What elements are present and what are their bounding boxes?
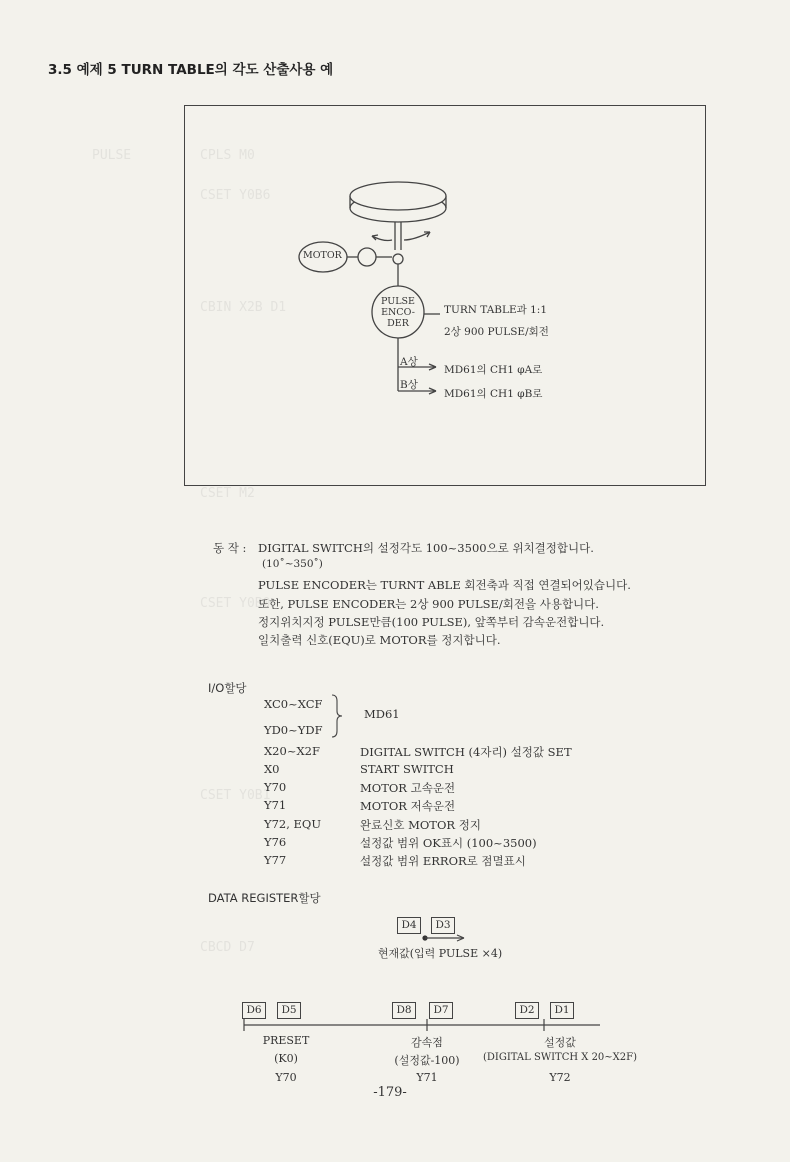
phase-b-output: MD61의 CH1 φB로: [444, 388, 543, 400]
operation-line: (10˚~350˚): [262, 558, 323, 570]
current-value-label: 현재값(입력 PULSE ×4): [377, 947, 503, 960]
io-addr: X0: [264, 762, 280, 776]
decel-value: (설정값-100): [394, 1054, 460, 1067]
register-box: D4: [397, 917, 421, 934]
io-bracket-label: MD61: [364, 707, 400, 721]
phase-a-label: A상: [400, 356, 418, 368]
motor-label: MOTOR: [303, 250, 342, 261]
io-desc: 완료신호 MOTOR 정지: [360, 818, 481, 832]
preset-value: (K0): [274, 1052, 298, 1065]
io-addr: Y77: [264, 853, 287, 867]
io-addr: Y70: [264, 780, 287, 794]
operation-line: 일치출력 신호(EQU)로 MOTOR를 정지합니다.: [258, 633, 501, 647]
encoder-line: PULSE: [381, 296, 415, 307]
io-desc: MOTOR 저속운전: [360, 799, 456, 813]
preset-label: PRESET: [262, 1034, 310, 1047]
io-desc: START SWITCH: [360, 762, 454, 776]
encoder-note-pulse: 2상 900 PULSE/회전: [444, 326, 549, 338]
register-box: D8: [392, 1002, 416, 1019]
set-label: 설정값: [544, 1036, 576, 1049]
io-desc: 설정값 범위 OK표시 (100~3500): [360, 836, 537, 850]
phase-b-label: B상: [400, 379, 418, 391]
register-box: D7: [429, 1002, 453, 1019]
io-desc: 설정값 범위 ERROR로 점멸표시: [360, 854, 526, 868]
io-addr: Y72, EQU: [264, 817, 322, 831]
data-register-title: DATA REGISTER할당: [208, 891, 321, 905]
register-box: D5: [277, 1002, 301, 1019]
operation-line: 또한, PULSE ENCODER는 2상 900 PULSE/회전을 사용합니다.: [258, 597, 599, 611]
page-number: -179-: [373, 1085, 407, 1100]
decel-output: Y71: [416, 1071, 438, 1084]
io-title: I/O할당: [208, 681, 247, 695]
register-box: D1: [550, 1002, 574, 1019]
operation-label: 동 작 :: [213, 541, 247, 555]
io-desc: MOTOR 고속운전: [360, 781, 456, 795]
register-box: D2: [515, 1002, 539, 1019]
page-heading: 3.5 예제 5 TURN TABLE의 각도 산출사용 예: [48, 62, 334, 78]
set-value: (DIGITAL SWITCH X 20~X2F): [483, 1052, 637, 1063]
encoder-line: DER: [387, 318, 409, 329]
preset-output: Y70: [275, 1071, 297, 1084]
io-desc: DIGITAL SWITCH (4자리) 설정값 SET: [360, 745, 572, 759]
operation-line: 정지위치지정 PULSE만큼(100 PULSE), 앞쪽부터 감속운전합니다.: [258, 615, 605, 629]
set-output: Y72: [549, 1071, 571, 1084]
io-addr: Y71: [264, 798, 287, 812]
io-addr: X20~X2F: [264, 744, 320, 758]
phase-a-output: MD61의 CH1 φA로: [444, 364, 543, 376]
register-box: D6: [242, 1002, 266, 1019]
encoder-note-ratio: TURN TABLE과 1:1: [444, 304, 548, 316]
operation-line: DIGITAL SWITCH의 설정각도 100~3500으로 위치결정합니다.: [258, 541, 594, 555]
io-bracket-item: XC0~XCF: [264, 697, 323, 711]
io-bracket-item: YD0~YDF: [264, 723, 323, 737]
operation-line: PULSE ENCODER는 TURNT ABLE 회전축과 직접 연결되어있습니다.: [258, 578, 631, 592]
decel-label: 감속점: [411, 1036, 443, 1049]
encoder-line: ENCO-: [381, 307, 415, 318]
io-addr: Y76: [264, 835, 287, 849]
register-box: D3: [431, 917, 455, 934]
